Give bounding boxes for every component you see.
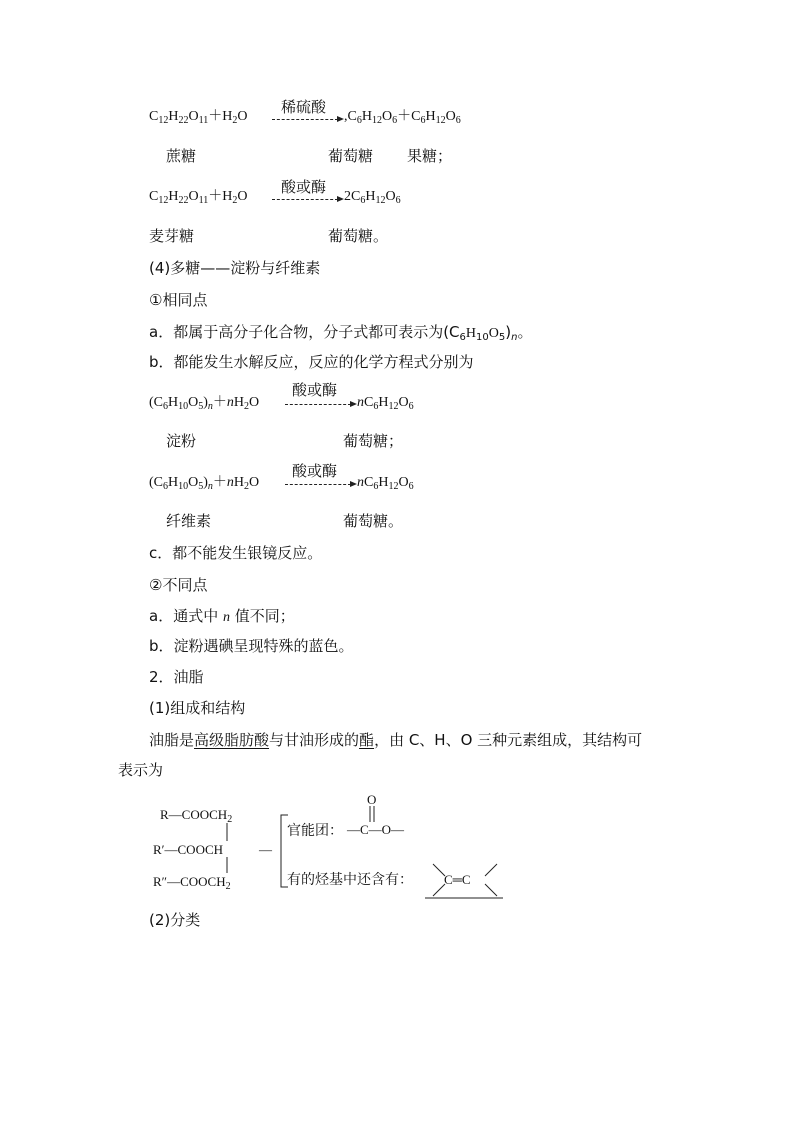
eq1-rhs: $,C_6H_{12}O_6+C_6H_{12}O_6$ [344, 109, 461, 126]
eq1-condition: 稀硫酸 [281, 98, 327, 116]
eq3-name-reactant: 淀粉 [166, 432, 197, 450]
same-point-c: c．都不能发生银镜反应。 [149, 544, 323, 562]
same-points-title: ①相同点 [149, 291, 208, 309]
structure-row2: R′—COOCH [153, 842, 224, 857]
eq4-arrow [285, 484, 351, 485]
eq2-arrowhead [337, 196, 344, 202]
eq1-name-product2: 果糖； [407, 147, 453, 165]
alkene-formula: C═C [444, 872, 471, 887]
same-point-a: a．都属于高分子化合物，分子式都可表示为$(C_6H_{10}O_5)_n$。 [149, 323, 533, 343]
eq4-name-product: 葡萄糖。 [343, 512, 404, 530]
oil-subsection-composition: (1)组成和结构 [149, 699, 246, 717]
alkene-label: 有的烃基中还含有： [287, 872, 413, 888]
functional-group-formula: —C—O— [347, 822, 405, 837]
eq1-name-product1: 葡萄糖 [328, 147, 374, 165]
oil-section-title: 2．油脂 [149, 668, 204, 686]
structure-dash: — [259, 842, 272, 857]
eq2-name-product: 葡萄糖。 [328, 227, 389, 245]
diff-points-title: ②不同点 [149, 576, 208, 594]
eq3-condition: 酸或酶 [292, 381, 338, 399]
eq3-lhs: $(C_6H_{10}O_5)_n+nH_2O$ [149, 395, 260, 412]
eq2-rhs: $2C_6H_{12}O_6$ [344, 189, 401, 206]
eq3-arrowhead [350, 401, 357, 407]
eq3-arrow [285, 404, 351, 405]
eq2-condition: 酸或酶 [281, 178, 327, 196]
eq2-arrow [272, 199, 338, 200]
functional-group-label: 官能团： [287, 823, 343, 839]
eq4-rhs: $nC_6H_{12}O_6$ [357, 475, 414, 492]
eq2-lhs: $C_{12}H_{22}O_{11}+H_2O$ [149, 189, 248, 206]
eq2-name-reactant: 麦芽糖 [149, 227, 195, 245]
diff-point-b: b．淀粉遇碘呈现特殊的蓝色。 [149, 637, 354, 655]
same-point-b: b．都能发生水解反应，反应的化学方程式分别为 [149, 353, 474, 371]
structure-row1: $R—COOCH_2$ [160, 807, 233, 825]
oil-paragraph-line1: 油脂是高级脂肪酸与甘油形成的酯，由 C、H、O 三种元素组成，其结构可 [149, 731, 643, 749]
oil-paragraph-line2: 表示为 [118, 761, 164, 779]
eq1-arrow [272, 119, 338, 120]
diff-point-a: a．通式中 n 值不同； [149, 607, 295, 625]
eq4-lhs: $(C_6H_{10}O_5)_n+nH_2O$ [149, 475, 260, 492]
functional-group-o: O [367, 792, 377, 807]
eq4-condition: 酸或酶 [292, 462, 338, 480]
eq4-arrowhead [350, 481, 357, 487]
section-polysaccharide-title: (4)多糖——淀粉与纤维素 [149, 259, 321, 277]
eq3-rhs: $nC_6H_{12}O_6$ [357, 395, 414, 412]
eq3-name-product: 葡萄糖； [343, 432, 404, 450]
eq4-name-reactant: 纤维素 [166, 512, 212, 530]
oil-subsection-classification: (2)分类 [149, 911, 201, 929]
eq1-name-reactant: 蔗糖 [166, 147, 197, 165]
eq1-lhs: $C_{12}H_{22}O_{11}+H_2O$ [149, 109, 248, 126]
structure-row3: $R''—COOCH_2$ [153, 874, 231, 892]
eq1-arrowhead [337, 116, 344, 122]
